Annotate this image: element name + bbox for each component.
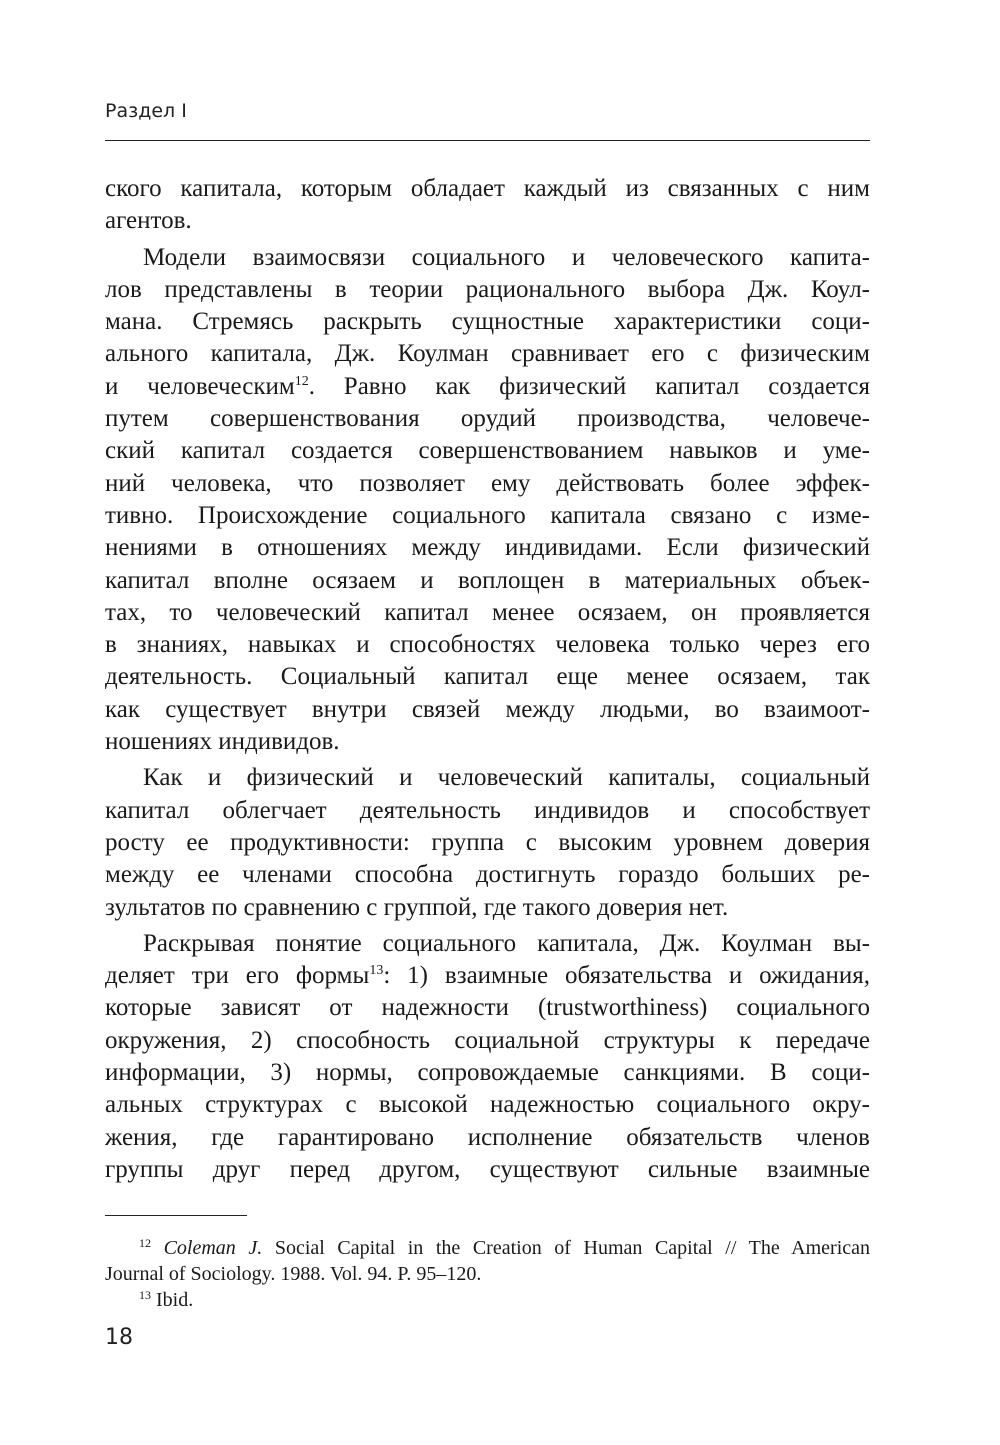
paragraph-2-line-5-end: Равно как физический капитал создается <box>343 372 870 400</box>
paragraph-2-line-1: Модели взаимосвязи социального и человеческого капита- <box>143 243 870 271</box>
paragraph-4-line-2 <box>105 960 870 992</box>
body-text <box>105 173 870 1186</box>
footnote-12-number: 12 <box>139 1236 151 1250</box>
paragraph-4-line-2-end: : 1) взаимные обязательства и ожидания, <box>383 962 870 990</box>
footnote-12-line-2: Journal of Sociology. 1988. Vol. 94. P. 95–120. <box>105 1263 482 1285</box>
paragraph-2-line-2: лов представлены в теории рационального выбора Дж. Коул- <box>105 275 870 303</box>
footnote-13-number: 13 <box>139 1288 151 1302</box>
paragraph-4-line-4: окружения, 2) способность социальной структуры к передаче <box>105 1026 870 1054</box>
paragraph-2-line-16: ношениях индивидов. <box>105 728 340 756</box>
paragraph-4-line-2-start: деляет три его формы <box>105 962 370 990</box>
footnote-13 <box>105 1287 870 1313</box>
footnote-13-text: Ibid. <box>156 1289 194 1311</box>
paragraph-3-line-1: Как и физический и человеческий капиталы, социальный <box>143 764 870 792</box>
paragraph-4-line-1: Раскрывая понятие социального капитала, Дж. Коулман вы- <box>143 929 870 957</box>
paragraph-3-line-5: зультатов по сравнению с группой, где такого доверия нет. <box>105 893 729 921</box>
paragraph-2-line-7: ский капитал создается совершенствованием навыков и уме- <box>105 437 870 465</box>
paragraph-1-line-2: агентов. <box>105 207 192 235</box>
paragraph-4-line-8: группы друг перед другом, существуют сильные взаимные <box>105 1155 870 1183</box>
paragraph-2-line-8: ний человека, что позволяет ему действовать более эффек- <box>105 469 870 497</box>
paragraph-2-line-10: нениями в отношениях между индивидами. Если физический <box>105 534 870 562</box>
footnote-ref-13[interactable]: 13 <box>369 963 384 979</box>
footnote-12-author: Coleman J. <box>163 1237 263 1259</box>
footnote-rule <box>105 1215 247 1216</box>
paragraph-2-line-5-start: и человеческим <box>105 372 295 400</box>
paragraph-2-line-15: как существует внутри связей между людьми, во взаимоот- <box>105 695 870 723</box>
paragraph-2-line-13: в знаниях, навыках и способностях человека только через его <box>105 631 870 659</box>
page-number: 18 <box>105 1325 133 1350</box>
paragraph-2-line-12: тах, то человеческий капитал менее осязаем, он проявляется <box>105 598 870 626</box>
paragraph-2-line-9: тивно. Происхождение социального капитала связано с изме- <box>105 501 870 529</box>
paragraph-3-line-4: между ее членами способна достигнуть гораздо больших ре- <box>105 861 870 889</box>
paragraph-4-line-7: жения, где гарантировано исполнение обязательств членов <box>105 1123 870 1151</box>
footnote-12-line-1 <box>105 1235 870 1261</box>
header-rule <box>105 140 870 141</box>
paragraph-2-line-14: деятельность. Социальный капитал еще менее осязаем, так <box>105 663 870 691</box>
paragraph-3-line-3: росту ее продуктивности: группа с высоким уровнем доверия <box>105 828 870 856</box>
paragraph-2-line-4: ального капитала, Дж. Коулман сравнивает его с физическим <box>105 340 870 368</box>
paragraph-3-line-2: капитал облегчает деятельность индивидов и способствует <box>105 796 870 824</box>
paragraph-4-line-6: альных структурах с высокой надежностью социального окру- <box>105 1091 870 1119</box>
footnote-12-title: Social Capital in the Creation of Human Capital // The American <box>274 1237 871 1259</box>
footnotes <box>105 1235 870 1313</box>
paragraph-4-line-3: которые зависят от надежности (trustworthiness) социального <box>105 994 870 1022</box>
running-header: Раздел I <box>105 100 187 122</box>
paragraph-2-line-11: капитал вполне осязаем и воплощен в материальных объек- <box>105 566 870 594</box>
paragraph-4-line-5: информации, 3) нормы, сопровождаемые санкциями. В соци- <box>105 1059 870 1087</box>
paragraph-2-line-5: и человеческим$^{12}$. Равно как физический капитал создается <box>105 372 870 400</box>
paragraph-2-line-6: путем совершенствования орудий производства, человече- <box>105 405 870 433</box>
paragraph-2-line-3: мана. Стремясь раскрыть сущностные характеристики соци- <box>105 308 870 336</box>
paragraph-1-line-1: ского капитала, которым обладает каждый из связанных с ним <box>105 175 870 202</box>
footnote-ref-12[interactable]: 12 <box>294 373 309 389</box>
